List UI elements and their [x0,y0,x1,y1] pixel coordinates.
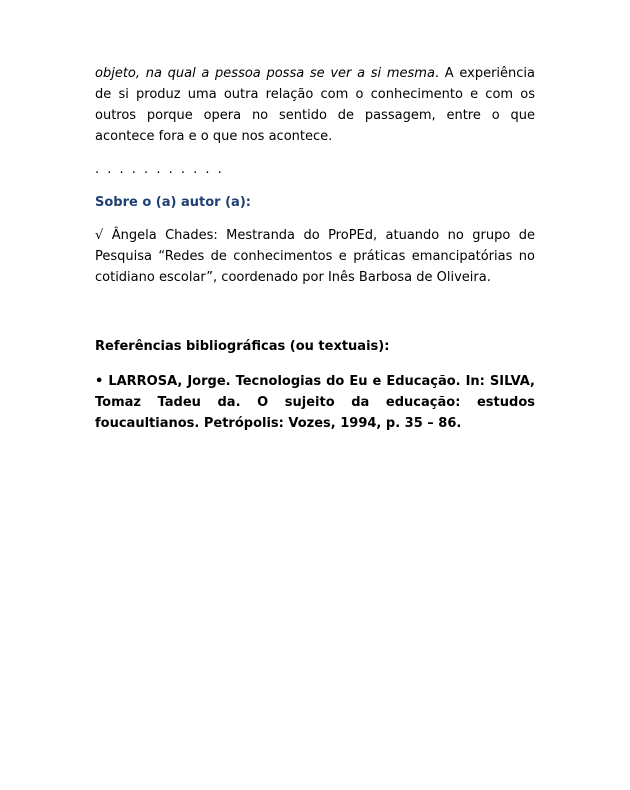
intro-paragraph [95,63,535,147]
dotted-separator: . . . . . . . . . . . [95,162,224,177]
reference-item: • LARROSA, Jorge. Tecnologias do Eu e Educação. In: SILVA, Tomaz Tadeu da. O sujeito da educação: estudos foucaultianos. Petrópolis: Vozes, 1994, p. 35 – 86. [95,374,535,431]
intro-rest: . A experiência de si produz uma outra relação com o conhecimento e com os outros porque opera no sentido de passagem, entre o que acontece fora e o que nos acontece. [95,66,535,144]
intro-italic-lead: objeto, na qual a pessoa possa se ver a si mesma [95,66,435,81]
author-paragraph: √ Ângela Chades: Mestranda do ProPEd, atuando no grupo de Pesquisa “Redes de conhecimentos e práticas emancipatórias no cotidiano escolar”, coordenado por Inês Barbosa de Oliveira. [95,228,535,285]
document-page [95,63,535,434]
author-heading: Sobre o (a) autor (a): [95,195,251,210]
references-heading: Referências bibliográficas (ou textuais): [95,339,390,354]
